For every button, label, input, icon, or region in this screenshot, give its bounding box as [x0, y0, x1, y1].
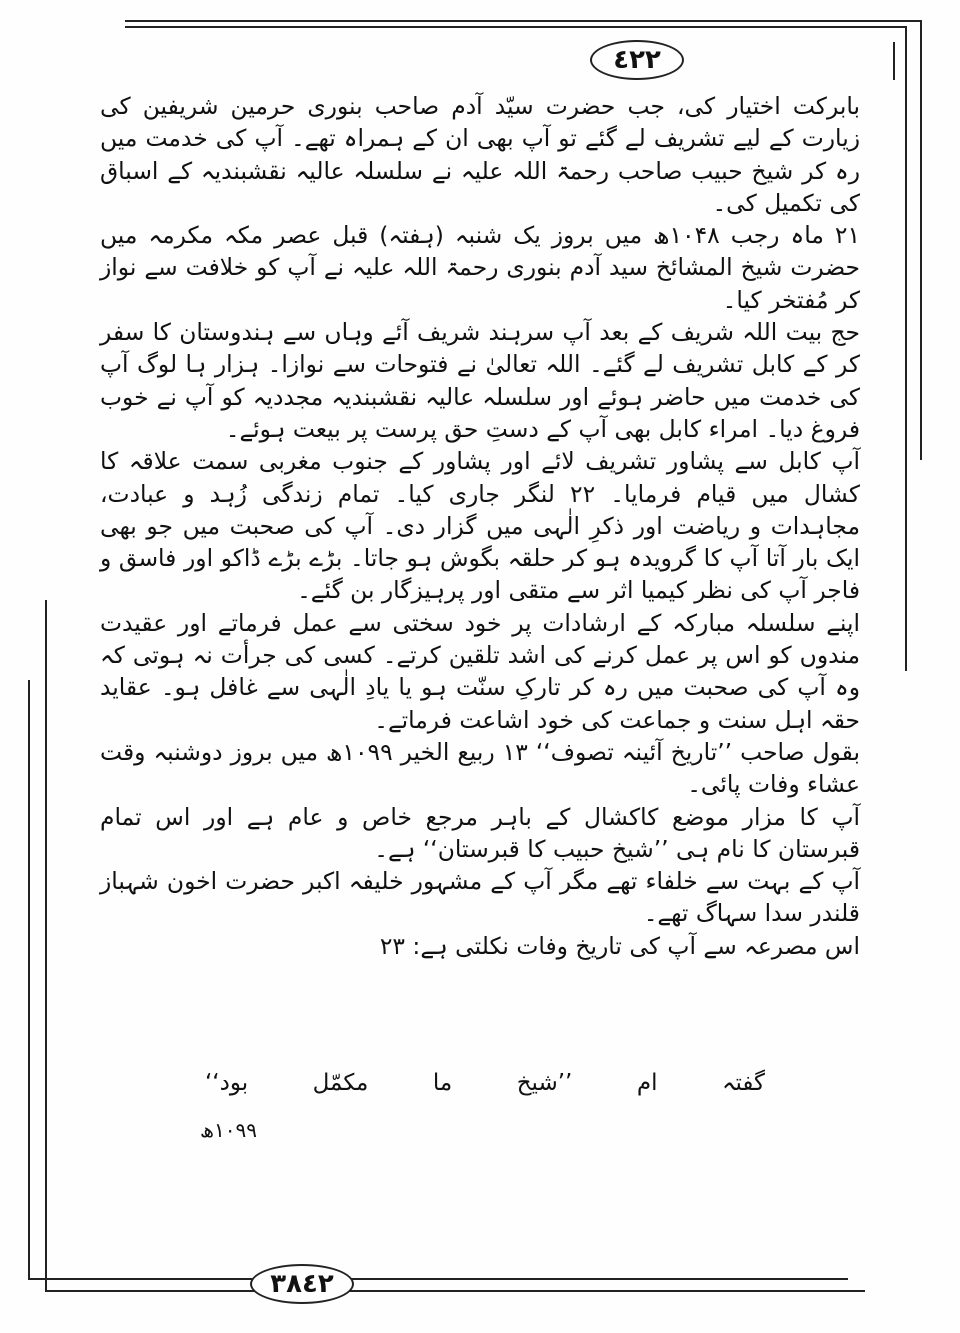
- page-number-bottom-label: ٣٨٤٢: [270, 1269, 334, 1299]
- paragraph: آپ کابل سے پشاور تشریف لائے اور پشاور کے جنوب مغربی سمت علاقہ کا کشال میں قیام فرمایا۔ ۲۲ لنگر جاری کیا۔ تمام زندگی زُہد و عبادت، مجاہدات و ریاضت اور ذکرِ الٰہی میں گزار دی۔ آپ کی صحبت میں جو بھی ایک بار آتا آپ کا گرویدہ ہو کر حلقہ بگوش ہو جاتا۔ بڑے بڑے ڈاکو اور فاسق و فاجر آپ کی نظر کیمیا اثر سے متقی اور پرہیزگار بن گئے۔: [100, 447, 860, 605]
- frame-bottom-rule: [45, 1290, 865, 1292]
- verse-word: بود‘‘: [205, 1070, 249, 1096]
- verse-word: گفتہ: [721, 1070, 765, 1096]
- paragraph: آپ کا مزار موضع کاکشال کے باہر مرجع خاص و عام ہے اور اس تمام قبرستان کا نام ہی ’’شیخ حبیب کا قبرستان‘‘ ہے۔: [100, 802, 860, 863]
- page-number-top-label: ٤٢٢: [613, 45, 661, 75]
- frame-bottom-rule-inner: [28, 1278, 848, 1280]
- page-number-bottom: [250, 1264, 354, 1304]
- verse-word: ام: [636, 1070, 658, 1096]
- paragraph: اس مصرعہ سے آپ کی تاریخ وفات نکلتی ہے: ۲۳: [379, 931, 860, 960]
- paragraph: ۲۱ ماہ رجب ۱۰۴۸ھ میں بروز یک شنبہ (ہفتہ) قبل عصر مکہ مکرمہ میں حضرت شیخ المشائخ سید آدم بنوری رحمۃ اللہ علیہ نے آپ کو خلافت سے نواز کر مُفتخر کیا۔: [100, 221, 861, 314]
- verse-word: مکمّل: [312, 1070, 369, 1096]
- paragraph: بابرکت اختیار کی، جب حضرت سیّد آدم صاحب بنوری حرمین شریفین کی زیارت کے لیے تشریف لے گئے تو آپ بھی ان کے ہمراہ تھے۔ آپ کی خدمت میں رہ کر شیخ حبیب صاحب رحمۃ اللہ علیہ نے سلسلہ عالیہ نقشبندیہ کے اسباق کی تکمیل کی۔: [100, 92, 860, 217]
- paragraph: حج بیت اللہ شریف کے بعد آپ سرہند شریف آئے وہاں سے ہندوستان کا سفر کر کے کابل تشریف لے گئے۔ اللہ تعالیٰ نے فتوحات سے نوازا۔ ہزار ہا لوگ آپ کی خدمت میں حاضر ہوئے اور سلسلہ عالیہ نقشبندیہ مجددیہ کو آپ نے خوب فروغ دیا۔ امراء کابل بھی آپ کے دستِ حق پرست پر بیعت ہوئے۔: [100, 318, 860, 443]
- verse-word: ’’شیخ: [516, 1070, 573, 1096]
- frame-left-rule: [45, 600, 47, 1290]
- frame-right-rule-short: [893, 42, 895, 80]
- paragraph: آپ کے بہت سے خلفاء تھے مگر آپ کے مشہور خلیفہ اکبر حضرت اخون شہباز قلندر سدا سہاگ تھے۔: [100, 867, 860, 928]
- paragraph: بقول صاحب ’’تاریخ آئینہ تصوف‘‘ ۱۳ ربیع الخیر ۱۰۹۹ھ میں بروز دوشنبہ وقت عشاء وفات پائی۔: [100, 737, 860, 799]
- frame-top-rule: [125, 20, 920, 22]
- verse-line: [205, 1070, 765, 1096]
- verse-date: ۱۰۹۹ھ: [200, 1118, 257, 1142]
- frame-top-rule-inner: [125, 26, 905, 28]
- frame-right-rule: [920, 20, 922, 460]
- frame-right-rule-inner: [905, 26, 907, 671]
- frame-left-rule-inner: [28, 680, 30, 1280]
- verse-word: ما: [432, 1070, 453, 1096]
- paragraph: اپنے سلسلہ مبارکہ کے ارشادات پر خود سختی سے عمل فرماتے اور عقیدت مندوں کو اس پر عمل کرنے کی اشد تلقین کرتے۔ کسی کی جرأت نہ ہوتی کہ وہ آپ کی صحبت میں رہ کر تارکِ سنّت ہو یا یادِ الٰہی سے غافل ہو۔ عقاید حقہ اہل سنت و جماعت کی خود اشاعت فرماتے۔: [100, 608, 860, 734]
- page-number-top: [590, 40, 684, 80]
- body-text: [100, 90, 860, 962]
